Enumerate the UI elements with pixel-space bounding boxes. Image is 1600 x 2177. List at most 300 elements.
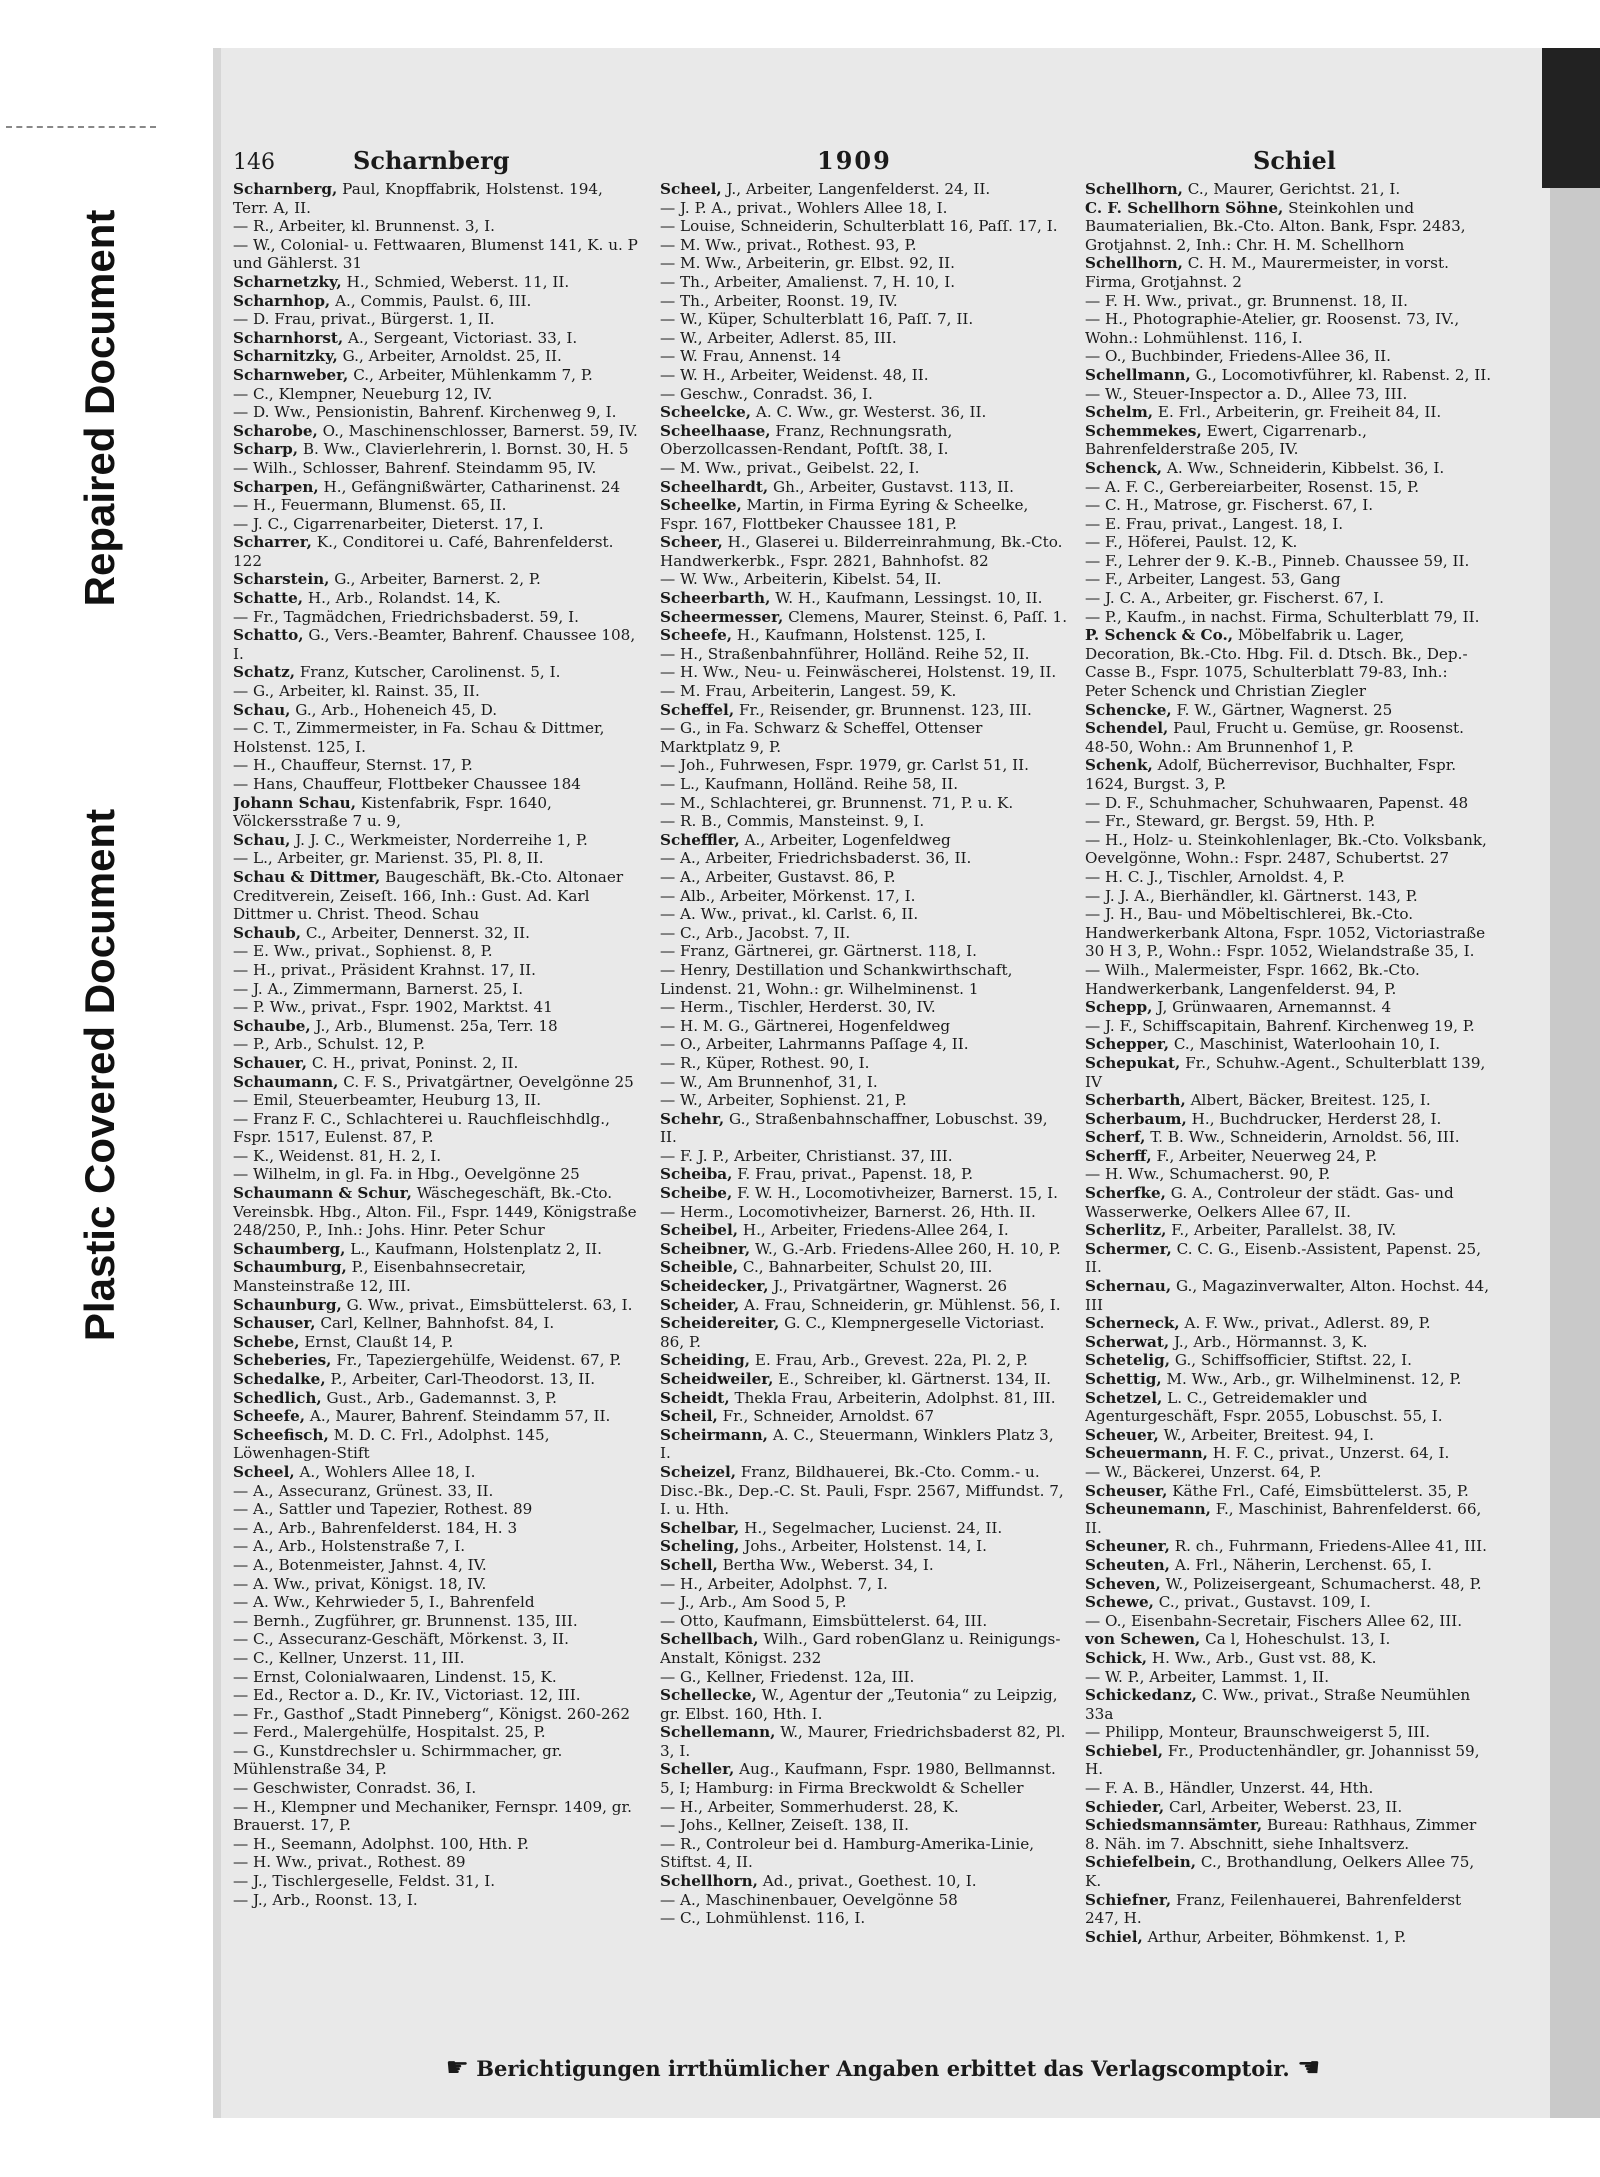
directory-entry: [1085, 254, 1493, 291]
directory-entry: [233, 1110, 641, 1147]
directory-entry: [660, 1426, 1068, 1463]
entry-surname: Scheel,: [660, 180, 722, 198]
directory-entry: [233, 1649, 641, 1668]
entry-details: W., Agentur der „Teutonia“ zu Leipzig, gr. Elbst. 160, Hth. I.: [660, 1686, 1058, 1723]
entry-details: — Franz F. C., Schlachterei u. Rauchfleischhdlg., Fspr. 1517, Eulenst. 87, P.: [233, 1109, 610, 1147]
entry-surname: Schickedanz,: [1085, 1686, 1197, 1705]
entry-details: A., Maurer, Bahrenf. Steindamm 57, II.: [309, 1407, 611, 1426]
entry-surname: Schiel,: [1085, 1927, 1143, 1946]
directory-entry: [660, 663, 1068, 682]
directory-entry: [233, 1872, 641, 1891]
directory-entry: [1085, 180, 1493, 199]
directory-entry: [660, 403, 1068, 422]
entry-details: — H., Chauffeur, Sternst. 17, P.: [233, 756, 473, 775]
entry-surname: Scheibe,: [660, 1184, 733, 1203]
entry-details: — A., Maschinenbauer, Oevelgönne 58: [660, 1890, 958, 1909]
directory-entry: [233, 385, 641, 404]
directory-entry: [233, 1500, 641, 1519]
directory-entry: [233, 329, 641, 348]
directory-column-2: [660, 180, 1068, 2060]
directory-entry: [233, 663, 641, 682]
entry-details: — A. Ww., Kehrwieder 5, I., Bahrenfeld: [233, 1593, 535, 1612]
directory-entry: [660, 608, 1068, 627]
entry-details: — G., Arbeiter, kl. Rainst. 35, II.: [233, 682, 480, 701]
entry-details: — Bernh., Zugführer, gr. Brunnenst. 135, III.: [233, 1611, 578, 1630]
entry-details: L. C., Getreidemakler und Agenturgeschäft, Fspr. 2055, Lobuschst. 55, I.: [1085, 1388, 1443, 1426]
entry-details: — D. Frau, privat., Bürgerst. 1, II.: [233, 310, 495, 329]
directory-entry: [1085, 1314, 1493, 1333]
directory-entry: [1085, 812, 1493, 831]
entry-details: — A., Botenmeister, Jahnst. 4, IV.: [233, 1555, 487, 1574]
directory-entry: [1085, 1593, 1493, 1612]
entry-surname: Schatte,: [233, 589, 304, 608]
directory-entry: [233, 347, 641, 366]
entry-surname: Scheil,: [660, 1407, 718, 1426]
plastic-covered-label: Plastic Covered Document: [76, 808, 123, 1342]
entry-details: A. Frau, Schneiderin, gr. Mühlenst. 56, I.: [743, 1295, 1061, 1314]
entry-details: — Geschw., Conradst. 36, I.: [660, 384, 873, 403]
entry-details: — L., Arbeiter, gr. Marienst. 35, Pl. 8, II.: [233, 849, 544, 868]
directory-entry: [1085, 1779, 1493, 1798]
directory-entry: [1085, 1221, 1493, 1240]
directory-entry: [660, 1760, 1068, 1797]
directory-entry: [233, 1426, 641, 1463]
directory-entry: [233, 942, 641, 961]
entry-details: — Ferd., Malergehülfe, Hospitalst. 25, P.: [233, 1723, 546, 1742]
entry-surname: Scheuner,: [1085, 1537, 1170, 1556]
directory-entry: [660, 1463, 1068, 1519]
directory-entry: [1085, 626, 1493, 700]
entry-details: — A., Arb., Holstenstraße 7, I.: [233, 1537, 466, 1556]
entry-details: — C., Assecuranz-Geschäft, Mörkenst. 3, II.: [233, 1630, 569, 1649]
directory-entry: [660, 366, 1068, 385]
directory-entry: [1085, 385, 1493, 404]
entry-details: — M., Schlachterei, gr. Brunnenst. 71, P. u. K.: [660, 793, 1014, 812]
entry-details: — A., Arb., Bahrenfelderst. 184, H. 3: [233, 1518, 518, 1537]
directory-entry: [660, 1110, 1068, 1147]
entry-details: Bertha Ww., Weberst. 34, I.: [722, 1555, 934, 1574]
directory-entry: [1085, 552, 1493, 571]
directory-entry: [1085, 403, 1493, 422]
entry-surname: Scheibner,: [660, 1239, 751, 1258]
directory-entry: [233, 1091, 641, 1110]
directory-entry: [660, 1240, 1068, 1259]
page-number: 146: [233, 150, 275, 175]
entry-details: Paul, Knopffabrik, Holstenst. 194, Terr. A, II.: [233, 180, 603, 217]
entry-details: A. C., Steuermann, Winklers Platz 3, I.: [660, 1425, 1054, 1463]
directory-entry: [233, 1258, 641, 1295]
entry-details: — R., Küper, Rothest. 90, I.: [660, 1053, 870, 1072]
directory-entry: [1085, 347, 1493, 366]
entry-details: Clemens, Maurer, Steinst. 6, Paſſ. 1.: [788, 607, 1068, 626]
entry-details: — Herm., Tischler, Herderst. 30, IV.: [660, 998, 936, 1017]
entry-details: A., Wohlers Allee 18, I.: [299, 1462, 476, 1481]
entry-surname: Schencke,: [1085, 700, 1172, 719]
directory-entry: [660, 1221, 1068, 1240]
entry-details: — H. Ww., Schumacherst. 90, P.: [1085, 1165, 1331, 1184]
entry-details: — Ed., Rector a. D., Kr. IV., Victoriast. 12, III.: [233, 1686, 581, 1705]
page-shadow: [213, 48, 221, 2118]
entry-details: Ad., privat., Goethest. 10, I.: [762, 1872, 977, 1891]
entry-details: Bureau: Rathhaus, Zimmer 8. Näh. im 7. Abschnitt, siehe Inhaltsverz.: [1085, 1816, 1477, 1853]
entry-details: A. C. Ww., gr. Westerst. 36, II.: [755, 403, 987, 422]
entry-details: C., Bahnarbeiter, Schulst 20, III.: [742, 1258, 993, 1277]
directory-entry: [233, 1891, 641, 1910]
entry-details: — M. Ww., Arbeiterin, gr. Elbst. 92, II.: [660, 254, 955, 273]
entry-surname: Scheuser,: [1085, 1481, 1168, 1500]
directory-entry: [1085, 1165, 1493, 1184]
entry-details: P., Arbeiter, Carl-Theodorst. 13, II.: [330, 1370, 596, 1388]
entry-details: — J. H., Bau- und Möbeltischlerei, Bk.-Cto. Handwerkerbank Altona, Fspr. 1052, Victoriastraße 30 H 3, P., Wohn.: Fspr. 1052, Wielandstraße 35, I.: [1085, 905, 1486, 961]
directory-entry: [1085, 1333, 1493, 1352]
directory-entry: [660, 1258, 1068, 1277]
entry-details: Gust., Arb., Gademannst. 3, P.: [326, 1388, 557, 1407]
entry-details: Franz, Feilenhauerei, Bahrenfelderst 247, H.: [1085, 1890, 1462, 1928]
entry-details: A. Frl., Näherin, Lerchenst. 65, I.: [1174, 1555, 1432, 1574]
entry-details: — W., Bäckerei, Unzerst. 64, P.: [1085, 1462, 1322, 1481]
directory-entry: [660, 794, 1068, 813]
entry-surname: Schaumburg,: [233, 1258, 347, 1277]
directory-entry: [1085, 1184, 1493, 1221]
entry-details: — J., Arb., Roonst. 13, I.: [233, 1890, 418, 1909]
entry-surname: Johann Schau,: [233, 793, 356, 812]
directory-entry: [1085, 905, 1493, 961]
entry-details: — H., Feuermann, Blumenst. 65, II.: [233, 496, 507, 515]
directory-entry: [1085, 794, 1493, 813]
entry-surname: Scheiba,: [660, 1165, 733, 1184]
entry-details: — J. J. A., Bierhändler, kl. Gärtnerst. 143, P.: [1085, 886, 1418, 905]
directory-entry: [233, 459, 641, 478]
entry-details: — J., Arb., Am Sood 5, P.: [660, 1593, 847, 1612]
directory-entry: [1085, 1277, 1493, 1314]
entry-details: W., Maurer, Friedrichsbaderst 82, Pl. 3, I.: [660, 1723, 1066, 1760]
directory-entry: [660, 626, 1068, 645]
entry-surname: Scheibel,: [660, 1221, 739, 1240]
directory-entry: [660, 589, 1068, 608]
directory-entry: [660, 1519, 1068, 1538]
entry-surname: Schellhorn,: [1085, 254, 1183, 273]
entry-details: R. ch., Fuhrmann, Friedens-Allee 41, III.: [1174, 1537, 1487, 1556]
entry-details: — W., Colonial- u. Fettwaaren, Blumenst 141, K. u. P und Gählerst. 31: [233, 235, 638, 273]
directory-entry: [660, 887, 1068, 906]
entry-details: G., Arb., Hoheneich 45, D.: [295, 700, 498, 719]
entry-surname: Scheuer,: [1085, 1425, 1159, 1444]
directory-entry: [660, 868, 1068, 887]
directory-entry: [1085, 1500, 1493, 1537]
entry-details: Franz, Bildhauerei, Bk.-Cto. Comm.- u. Disc.-Bk., Dep.-C. St. Pauli, Fspr. 2567, Miffundst. 7, I. u. Hth.: [660, 1462, 1064, 1519]
entry-details: — H. Ww., Neu- u. Feinwäscherei, Holstenst. 19, II.: [660, 663, 1057, 682]
directory-entry: [233, 626, 641, 663]
directory-entry: [660, 1891, 1068, 1910]
entry-details: — W. H., Arbeiter, Weidenst. 48, II.: [660, 365, 929, 384]
entry-surname: Schiebel,: [1085, 1741, 1164, 1760]
directory-entry: [1085, 719, 1493, 756]
entry-details: — Alb., Arbeiter, Mörkenst. 17, I.: [660, 886, 916, 905]
entry-details: — O., Buchbinder, Friedens-Allee 36, II.: [1085, 347, 1391, 366]
directory-entry: [233, 236, 641, 273]
entry-surname: Schaumberg,: [233, 1239, 346, 1258]
directory-entry: [660, 1017, 1068, 1036]
directory-entry: [1085, 1575, 1493, 1594]
entry-details: W. H., Kaufmann, Lessingst. 10, II.: [775, 589, 1043, 608]
entry-details: Kistenfabrik, Fspr. 1640, Völckersstraße 7 u. 9,: [233, 793, 552, 831]
entry-details: — W. P., Arbeiter, Lammst. 1, II.: [1085, 1667, 1330, 1686]
entry-surname: Scheefisch,: [233, 1425, 329, 1444]
entry-surname: Scharnhop,: [233, 291, 331, 310]
entry-details: — R., Arbeiter, kl. Brunnenst. 3, I.: [233, 217, 496, 236]
directory-entry: [1085, 1537, 1493, 1556]
entry-surname: Schatto,: [233, 626, 304, 645]
entry-surname: Schepukat,: [1085, 1053, 1181, 1072]
entry-details: — L., Kaufmann, Holländ. Reihe 58, II.: [660, 775, 959, 793]
entry-details: C. Ww., privat., Straße Neumühlen 33a: [1085, 1686, 1471, 1723]
entry-details: Fr., Reisender, gr. Brunnenst. 123, III.: [738, 700, 1032, 719]
directory-entry: [660, 756, 1068, 775]
directory-entry: [660, 180, 1068, 199]
entry-details: — H., Arbeiter, Sommerhuderst. 28, K.: [660, 1797, 959, 1816]
entry-surname: Scheel,: [233, 1462, 295, 1481]
directory-entry: [660, 1612, 1068, 1631]
entry-details: — H. C. J., Tischler, Arnoldst. 4, P.: [1085, 867, 1345, 886]
entry-surname: Scherbaum,: [1085, 1109, 1187, 1128]
directory-entry: [660, 1370, 1068, 1389]
directory-entry: [660, 1537, 1068, 1556]
footer-note: Berichtigungen irrthümlicher Angaben erbittet das Verlagscomptoir.: [476, 2056, 1290, 2081]
entry-details: — A. Ww., privat, Königst. 18, IV.: [233, 1574, 487, 1593]
directory-entry: [233, 440, 641, 459]
entry-details: C., Arbeiter, Mühlenkamm 7, P.: [353, 365, 593, 384]
entry-details: C. H., privat, Poninst. 2, II.: [311, 1053, 519, 1072]
entry-details: — F. A. B., Händler, Unzerst. 44, Hth.: [1085, 1779, 1374, 1798]
directory-entry: [233, 756, 641, 775]
directory-entry: [233, 1370, 641, 1389]
entry-details: — Franz, Gärtnerei, gr. Gärtnerst. 118, I.: [660, 942, 977, 961]
directory-entry: [660, 1575, 1068, 1594]
entry-details: A. F. Ww., privat., Adlerst. 89, P.: [1184, 1314, 1431, 1333]
entry-details: M. D. C. Frl., Adolphst. 145, Löwenhagen-Stift: [233, 1425, 550, 1463]
entry-details: — O., Eisenbahn-Secretair, Fischers Allee 62, III.: [1085, 1611, 1463, 1630]
entry-details: — C. T., Zimmermeister, in Fa. Schau & Dittmer, Holstenst. 125, I.: [233, 719, 605, 756]
entry-details: — R. B., Commis, Mansteinst. 9, I.: [660, 812, 925, 831]
pointing-hand-icon: ☛: [445, 2053, 469, 2083]
entry-details: — Th., Arbeiter, Amalienst. 7, H. 10, I.: [660, 272, 956, 291]
directory-entry: [660, 645, 1068, 664]
directory-entry: [233, 924, 641, 943]
entry-details: — Th., Arbeiter, Roonst. 19, IV.: [660, 291, 898, 310]
entry-details: W., Arbeiter, Breitest. 94, I.: [1163, 1425, 1374, 1444]
page-corner: [1542, 48, 1600, 188]
directory-entry: [660, 1147, 1068, 1166]
entry-surname: Scharnberg,: [233, 180, 338, 198]
entry-details: — Emil, Steuerbeamter, Heuburg 13, II.: [233, 1091, 542, 1110]
entry-details: Gh., Arbeiter, Gustavst. 113, II.: [773, 477, 1014, 496]
directory-entry: [233, 1333, 641, 1352]
entry-details: — A., Arbeiter, Gustavst. 86, P.: [660, 867, 896, 886]
directory-entry: [660, 385, 1068, 404]
header-year: 1909: [817, 146, 892, 175]
entry-details: B. Ww., Clavierlehrerin, l. Bornst. 30, H. 5: [302, 440, 629, 459]
entry-details: J., Privatgärtner, Wagnerst. 26: [773, 1277, 1008, 1296]
entry-details: G., Straßenbahnschaffner, Lobuschst. 39, II.: [660, 1109, 1048, 1147]
entry-details: G., Vers.-Beamter, Bahrenf. Chaussee 108, I.: [233, 626, 636, 663]
directory-column-3: [1085, 180, 1493, 2060]
entry-details: — A. F. C., Gerbereiarbeiter, Rosenst. 15, P.: [1085, 477, 1420, 496]
directory-entry: [233, 701, 641, 720]
entry-details: — F., Lehrer der 9. K.-B., Pinneb. Chaussee 59, II.: [1085, 551, 1470, 570]
entry-surname: Schauer,: [233, 1053, 307, 1072]
entry-surname: Scheidecker,: [660, 1277, 769, 1296]
directory-entry: [660, 849, 1068, 868]
entry-details: A., Commis, Paulst. 6, III.: [335, 291, 532, 310]
directory-entry: [233, 961, 641, 980]
entry-surname: Schaumann,: [233, 1072, 339, 1091]
directory-entry: [1085, 1128, 1493, 1147]
entry-details: — G., in Fa. Schwarz & Scheffel, Ottenser Marktplatz 9, P.: [660, 719, 983, 756]
entry-surname: Schaunburg,: [233, 1295, 342, 1314]
entry-details: — Hans, Chauffeur, Flottbeker Chaussee 184: [233, 775, 581, 793]
directory-entry: [660, 1203, 1068, 1222]
directory-entry: [660, 924, 1068, 943]
entry-surname: Schelbar,: [660, 1518, 740, 1537]
entry-details: — Wilh., Malermeister, Fspr. 1662, Bk.-Cto. Handwerkerbank, Langenfelderst. 94, P.: [1085, 960, 1420, 998]
directory-entry: [233, 1147, 641, 1166]
entry-details: G. C., Klempnergeselle Victoriast. 86, P.: [660, 1314, 1045, 1351]
entry-details: — F., Arbeiter, Langest. 53, Gang: [1085, 570, 1341, 589]
directory-entry: [660, 1351, 1068, 1370]
directory-entry: [233, 366, 641, 385]
entry-surname: Schaumann & Schur,: [233, 1184, 412, 1203]
directory-entry: [660, 719, 1068, 756]
directory-entry: [1085, 1091, 1493, 1110]
entry-details: — F. H. Ww., privat., gr. Brunnenst. 18, II.: [1085, 291, 1408, 310]
entry-surname: Scharnetzky,: [233, 272, 342, 291]
directory-entry: [233, 1556, 641, 1575]
entry-surname: Schiedsmannsämter,: [1085, 1816, 1263, 1835]
directory-entry: [233, 1779, 641, 1798]
entry-details: G. Ww., privat., Eimsbüttelerst. 63, I.: [346, 1295, 633, 1314]
entry-details: — Herm., Locomotivheizer, Barnerst. 26, Hth. II.: [660, 1202, 1036, 1221]
entry-surname: Schick,: [1085, 1648, 1148, 1667]
directory-entry: [233, 570, 641, 589]
directory-entry: [660, 254, 1068, 273]
directory-entry: [233, 719, 641, 756]
directory-entry: [660, 1091, 1068, 1110]
directory-entry: [660, 1407, 1068, 1426]
entry-details: W., G.-Arb. Friedens-Allee 260, H. 10, P.: [755, 1239, 1061, 1258]
directory-entry: [1085, 887, 1493, 906]
entry-details: J., Arb., Blumenst. 25a, Terr. 18: [315, 1016, 558, 1035]
entry-surname: Schedlich,: [233, 1388, 322, 1407]
directory-entry: [660, 1816, 1068, 1835]
directory-entry: [660, 496, 1068, 533]
header-last-name: Schiel: [1253, 146, 1336, 175]
directory-entry: [660, 347, 1068, 366]
entry-details: Franz, Rechnungsrath, Oberzollcassen-Rendant, Poſtſt. 38, I.: [660, 421, 953, 459]
entry-details: — C., Arb., Jacobst. 7, II.: [660, 923, 851, 942]
directory-entry: [1085, 756, 1493, 793]
directory-entry: [660, 1314, 1068, 1351]
directory-entry: [233, 292, 641, 311]
entry-details: — C., Lohmühlenst. 116, I.: [660, 1909, 866, 1928]
entry-details: E., Schreiber, kl. Gärtnerst. 134, II.: [778, 1370, 1051, 1388]
entry-surname: P. Schenck & Co.,: [1085, 626, 1234, 645]
directory-entry: [1085, 1630, 1493, 1649]
entry-surname: Scharpen,: [233, 477, 319, 496]
directory-entry: [233, 1314, 641, 1333]
entry-details: H., Arb., Rolandst. 14, K.: [307, 589, 501, 608]
directory-entry: [233, 496, 641, 515]
directory-entry: [660, 273, 1068, 292]
directory-entry: [660, 310, 1068, 329]
entry-details: C. C. G., Eisenb.-Assistent, Papenst. 25, II.: [1085, 1239, 1482, 1277]
directory-entry: [233, 608, 641, 627]
entry-surname: Scherff,: [1085, 1146, 1152, 1165]
directory-entry: [660, 1277, 1068, 1296]
entry-details: H. F. C., privat., Unzerst. 64, I.: [1212, 1444, 1450, 1463]
entry-details: Wäschegeschäft, Bk.-Cto. Vereinsbk. Hbg., Alton. Fil., Fspr. 1449, Königstraße 248/250, P., Inh.: Johs. Hinr. Peter Schur: [233, 1184, 637, 1240]
entry-surname: Schelm,: [1085, 403, 1154, 422]
directory-entry: [1085, 1370, 1493, 1389]
entry-details: G., Schiffsofficier, Stiftst. 22, I.: [1174, 1351, 1412, 1370]
entry-details: — J., Tischlergeselle, Feldst. 31, I.: [233, 1872, 496, 1891]
directory-entry: [1085, 1147, 1493, 1166]
entry-details: J. J. C., Werkmeister, Norderreihe 1, P.: [295, 830, 588, 849]
entry-surname: C. F. Schellhorn Söhne,: [1085, 198, 1284, 217]
directory-entry: [660, 1389, 1068, 1408]
entry-surname: Scharrer,: [233, 533, 312, 552]
entry-surname: Scharstein,: [233, 570, 330, 589]
entry-surname: Scheuten,: [1085, 1555, 1170, 1574]
entry-details: — O., Arbeiter, Lahrmanns Paſſage 4, II.: [660, 1035, 969, 1054]
entry-details: H., Buchdrucker, Herderst 28, I.: [1191, 1109, 1442, 1128]
directory-entry: [660, 1556, 1068, 1575]
directory-entry: [660, 533, 1068, 570]
directory-entry: [233, 1630, 641, 1649]
entry-details: Ewert, Cigarrenarb., Bahrenfelderstraße 205, IV.: [1085, 421, 1367, 459]
entry-details: Ernst, Claußt 14, P.: [304, 1332, 454, 1351]
entry-surname: Scharp,: [233, 440, 299, 459]
directory-entry: [233, 1705, 641, 1724]
entry-surname: Schehr,: [660, 1109, 725, 1128]
page-edge: [1550, 48, 1600, 2118]
entry-surname: Scheuermann,: [1085, 1444, 1208, 1463]
directory-entry: [660, 1035, 1068, 1054]
directory-entry: [660, 329, 1068, 348]
entry-details: Paul, Frucht u. Gemüse, gr. Roosenst. 48-50, Wohn.: Am Brunnenhof 1, P.: [1085, 719, 1464, 756]
entry-details: — H., privat., Präsident Krahnst. 17, II.: [233, 960, 536, 979]
entry-details: F., Arbeiter, Neuerweg 24, P.: [1156, 1146, 1378, 1165]
directory-entry: [233, 1835, 641, 1854]
entry-surname: Schaube,: [233, 1016, 311, 1035]
entry-details: — W., Am Brunnenhof, 31, I.: [660, 1072, 878, 1091]
entry-details: — A. Ww., privat., kl. Carlst. 6, II.: [660, 905, 919, 924]
entry-surname: Scheelhaase,: [660, 421, 771, 440]
entry-surname: Scheiding,: [660, 1351, 751, 1370]
directory-entry: [1085, 1482, 1493, 1501]
entry-details: T. B. Ww., Schneiderin, Arnoldst. 56, III.: [1150, 1128, 1460, 1147]
entry-details: — Wilhelm, in gl. Fa. in Hbg., Oevelgönne 25: [233, 1165, 580, 1184]
entry-surname: Schernau,: [1085, 1277, 1172, 1296]
directory-entry: [660, 236, 1068, 255]
directory-entry: [1085, 1017, 1493, 1036]
directory-entry: [1085, 422, 1493, 459]
directory-entry: [1085, 1426, 1493, 1445]
entry-surname: Schemmekes,: [1085, 421, 1202, 440]
entry-details: Wilh., Gard robenGlanz u. Reinigungs-Anstalt, Königst. 232: [660, 1630, 1061, 1667]
directory-entry: [660, 1184, 1068, 1203]
directory-entry: [660, 422, 1068, 459]
directory-entry: [233, 180, 641, 217]
